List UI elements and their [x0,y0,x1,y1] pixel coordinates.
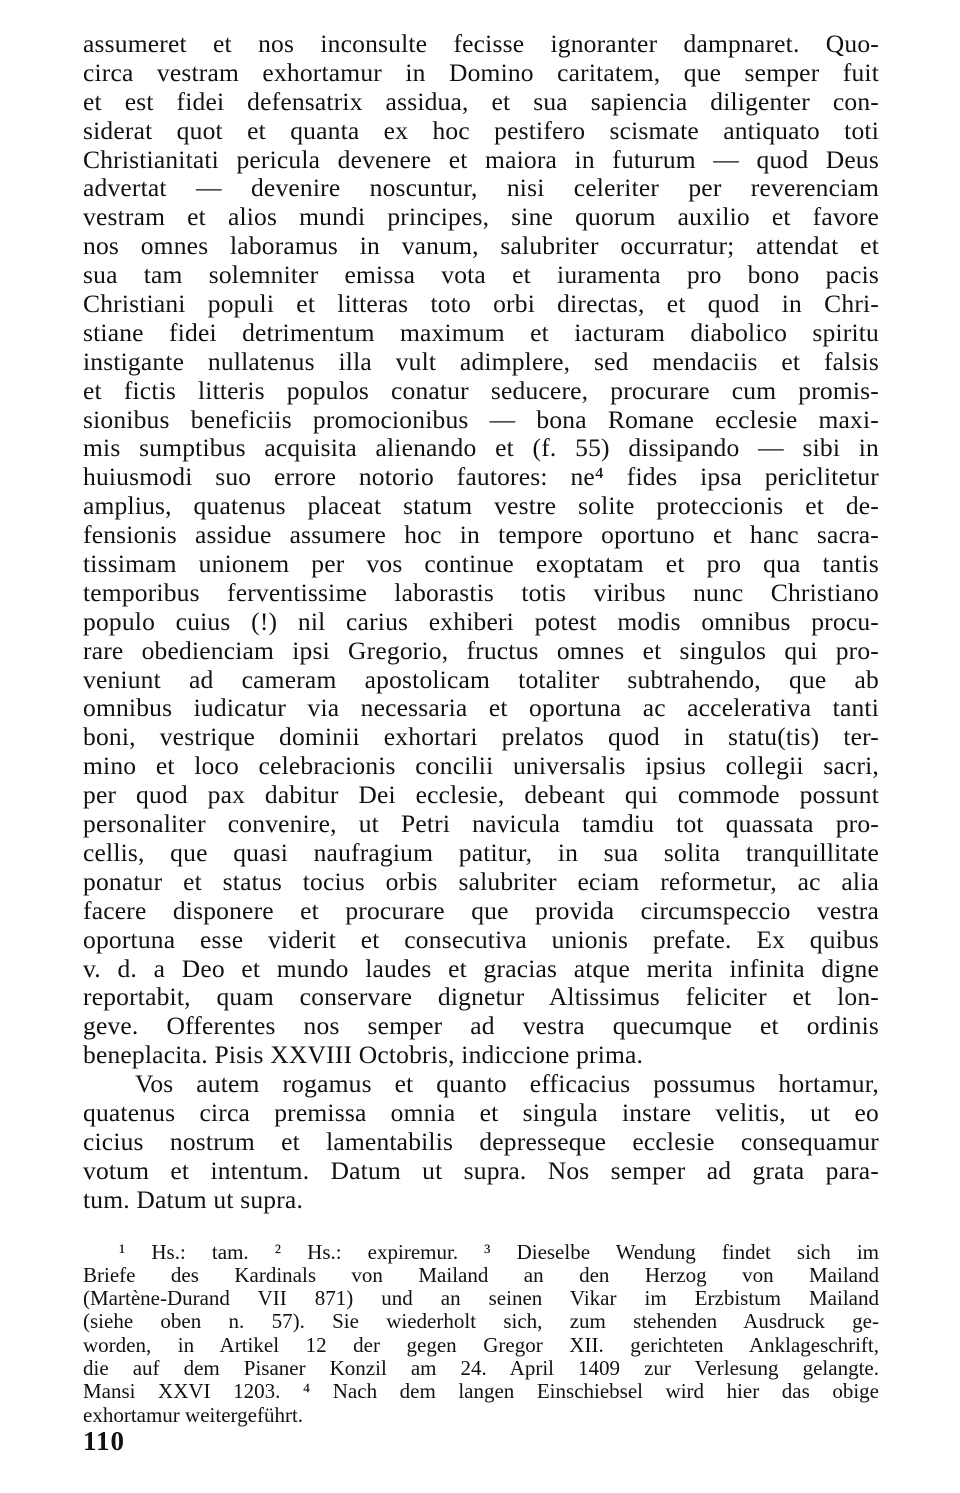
body-line: personaliter convenire, ut Petri navicula tamdiu tot quassata pro- [83,810,879,839]
footnote-line: (siehe oben n. 57). Sie wiederholt sich, zum stehenden Ausdruck ge- [83,1310,879,1334]
body-line: ponatur et status tocius orbis salubriter eciam reformetur, ac alia [83,867,879,896]
body-line: v. d. a Deo et mundo laudes et gracias atque merita infinita digne [83,954,879,983]
body-line: huiusmodi suo errore notorio fautores: ne⁴ fides ipsa periclitetur [83,463,879,492]
page-content [83,30,879,1427]
body-line: beneplacita. Pisis XXVIII Octobris, indiccione prima. [83,1041,644,1070]
footnote-line: ¹ Hs.: tam. ² Hs.: expiremur. ³ Dieselbe Wendung findet sich im [119,1240,879,1264]
body-line: et fictis litteris populos conatur seducere, procurare cum promis- [83,376,879,405]
body-line: tum. Datum ut supra. [83,1185,304,1214]
body-line: fensionis assidue assumere hoc in tempore oportuno et hanc sacra- [83,521,879,550]
body-line: Christianitati pericula devenere et maiora in futurum — quod Deus [83,145,879,174]
body-line: cellis, que quasi naufragium patitur, in sua solita tranquillitate [83,838,879,867]
body-line: geve. Offerentes nos semper ad vestra quecumque et ordinis [83,1012,879,1041]
body-line: boni, vestrique dominii exhortari prelatos quod in statu(tis) ter- [83,723,879,752]
body-line: temporibus ferventissime laborastis totis viribus nunc Christiano [83,578,879,607]
body-text [83,30,879,1215]
body-line: vestram et alios mundi principes, sine quorum auxilio et favore [83,203,879,232]
body-line: mino et loco celebracionis concilii universalis ipsius collegii sacri, [83,752,879,781]
footnote-line: exhortamur weitergeführt. [83,1403,304,1427]
body-line: advertat — devenire noscuntur, nisi celeriter per reverenciam [83,174,879,203]
body-line: reportabit, quam conservare dignetur Altissimus feliciter et lon- [83,983,879,1012]
body-line: populo cuius (!) nil carius exhiberi potest modis omnibus procu- [83,607,879,636]
body-line: votum et intentum. Datum ut supra. Nos semper ad grata para- [83,1156,879,1185]
body-line: tissimam unionem per vos continue exoptatam et pro qua tantis [83,550,879,579]
footnote-line: worden, in Artikel 12 der gegen Gregor XII. gerichteten Anklageschrift, [83,1333,879,1357]
body-line: et est fidei defensatrix assidua, et sua sapiencia diligenter con- [83,87,879,116]
body-line: quatenus circa premissa omnia et singula instare velitis, ut eo [83,1098,879,1127]
body-line: veniunt ad cameram apostolicam totaliter subtrahendo, que ab [83,665,879,694]
body-line: assumeret et nos inconsulte fecisse ignoranter dampnaret. Quo- [83,30,879,58]
body-line: cicius nostrum et lamentabilis depresseque ecclesie consequamur [83,1127,879,1156]
body-line: nos omnes laboramus in vanum, salubriter occurratur; attendat et [83,232,879,261]
body-line: Vos autem rogamus et quanto efficacius possumus hortamur, [135,1070,879,1099]
body-line: omnibus iudicatur via necessaria et oportuna ac accelerativa tanti [83,694,879,723]
body-line: per quod pax dabitur Dei ecclesie, debeant qui commode possunt [83,781,879,810]
body-line: siderat quot et quanta ex hoc pestifero scismate antiquato toti [83,116,879,145]
body-line: circa vestram exhortamur in Domino caritatem, que semper fuit [83,58,879,87]
body-line: instigante nullatenus illa vult adimplere, sed mendaciis et falsis [83,347,879,376]
body-line: stiane fidei detrimentum maximum et iacturam diabolico spiritu [83,318,879,347]
body-line: amplius, quatenus placeat statum vestre solite proteccionis et de- [83,492,879,521]
body-line: sionibus beneficiis promocionibus — bona Romane ecclesie maxi- [83,405,879,434]
body-line: rare obedienciam ipsi Gregorio, fructus omnes et singulos qui pro- [83,636,879,665]
page-number: 110 [83,1426,126,1456]
footnote-line: Briefe des Kardinals von Mailand an den Herzog von Mailand [83,1263,879,1287]
body-line: sua tam solemniter emissa vota et iuramenta pro bono pacis [83,261,879,290]
body-line: oportuna esse viderit et consecutiva unionis prefate. Ex quibus [83,925,879,954]
body-line: mis sumptibus acquisita alienando et (f. 55) dissipando — sibi in [83,434,879,463]
body-line: Christiani populi et litteras toto orbi directas, et quod in Chri- [83,290,879,319]
footnote-line: (Martène-Durand VII 871) und an seinen Vikar im Erzbistum Mailand [83,1287,879,1311]
footnote-line: Mansi XXVI 1203. ⁴ Nach dem langen Einschiebsel wird hier das obige [83,1380,879,1404]
body-line: facere disponere et procurare que provida circumspeccio vestra [83,896,879,925]
footnote-line: die auf dem Pisaner Konzil am 24. April 1409 zur Verlesung gelangte. [83,1357,879,1380]
footnotes [83,1241,879,1427]
